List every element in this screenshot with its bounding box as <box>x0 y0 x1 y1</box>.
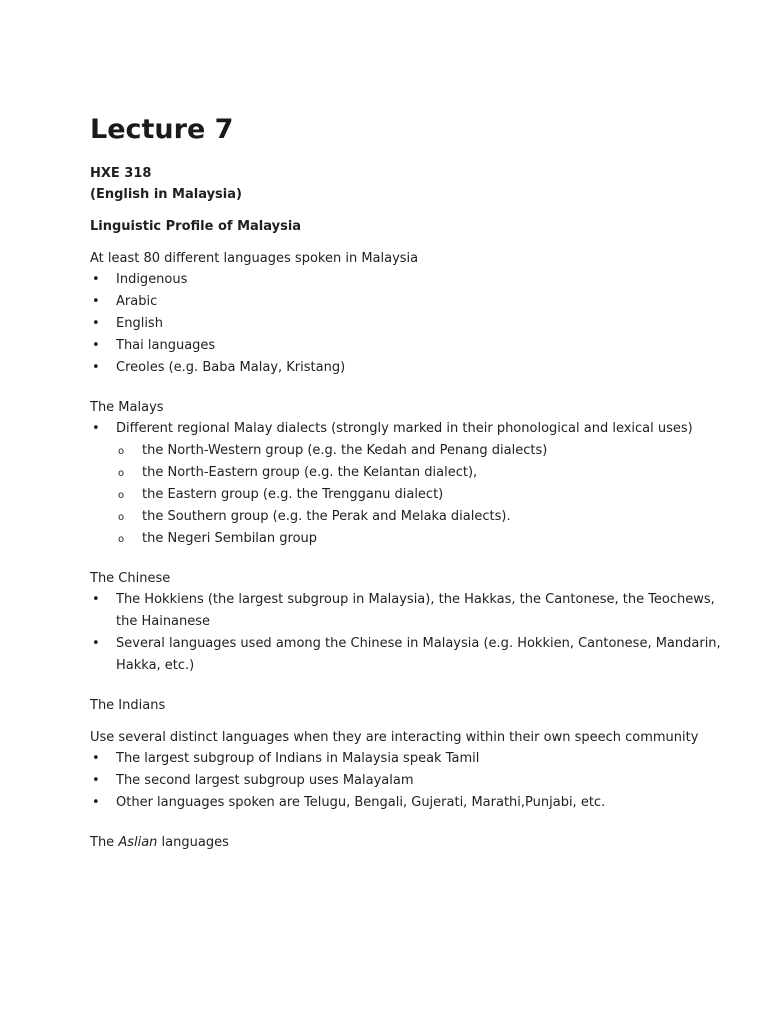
bullet-icon: • <box>92 773 100 788</box>
list-item: • Creoles (e.g. Baba Malay, Kristang) <box>90 357 730 379</box>
sub-list-item: o the North-Western group (e.g. the Kedah and Penang dialects) <box>90 440 730 462</box>
bullet-icon: • <box>92 294 100 309</box>
malays-list <box>90 418 730 440</box>
bullet-icon: • <box>92 795 100 810</box>
malay-dialect-groups <box>90 440 730 550</box>
bullet-icon: • <box>92 272 100 287</box>
circle-bullet-icon: o <box>118 446 125 457</box>
sub-list-item: o the Eastern group (e.g. the Trengganu dialect) <box>90 484 730 506</box>
list-item: • Other languages spoken are Telugu, Bengali, Gujerati, Marathi,Punjabi, etc. <box>90 792 730 814</box>
list-item: • Thai languages <box>90 335 730 357</box>
bullet-icon: • <box>92 316 100 331</box>
course-name: (English in Malaysia) <box>90 187 242 202</box>
bullet-icon: • <box>92 360 100 375</box>
list-item: • The second largest subgroup uses Malayalam <box>90 770 730 792</box>
sub-list-item: o the Southern group (e.g. the Perak and Melaka dialects). <box>90 506 730 528</box>
chinese-heading: The Chinese <box>90 571 171 586</box>
intro-paragraph: At least 80 different languages spoken in Malaysia <box>90 251 419 266</box>
list-item: • English <box>90 313 730 335</box>
list-item: • Indigenous <box>90 269 730 291</box>
circle-bullet-icon: o <box>118 534 125 545</box>
sub-list-item: o the Negeri Sembilan group <box>90 528 730 550</box>
indians-intro: Use several distinct languages when they are interacting within their own speech community <box>90 730 699 745</box>
section-heading: Linguistic Profile of Malaysia <box>90 219 302 234</box>
circle-bullet-icon: o <box>118 468 125 479</box>
circle-bullet-icon: o <box>118 490 125 501</box>
bullet-icon: • <box>92 421 100 436</box>
bullet-icon: • <box>92 592 100 607</box>
malays-heading: The Malays <box>90 400 164 415</box>
aslian-heading: The Aslian languages <box>90 835 229 850</box>
list-item: • Arabic <box>90 291 730 313</box>
indians-list <box>90 748 730 814</box>
list-item: • The largest subgroup of Indians in Malaysia speak Tamil <box>90 748 730 770</box>
chinese-list <box>90 589 730 677</box>
languages-list <box>90 269 730 379</box>
circle-bullet-icon: o <box>118 512 125 523</box>
bullet-icon: • <box>92 338 100 353</box>
bullet-icon: • <box>92 751 100 766</box>
document-page <box>90 112 730 853</box>
list-item: • The Hokkiens (the largest subgroup in Malaysia), the Hakkas, the Cantonese, the Teochews, the Hainanese <box>90 589 730 633</box>
bullet-icon: • <box>92 636 100 651</box>
sub-list-item: o the North-Eastern group (e.g. the Kelantan dialect), <box>90 462 730 484</box>
course-code: HXE 318 <box>90 166 152 181</box>
indians-heading: The Indians <box>90 698 166 713</box>
lecture-title: Lecture 7 <box>90 114 234 145</box>
list-item: • Several languages used among the Chinese in Malaysia (e.g. Hokkien, Cantonese, Mandarin, Hakka, etc.) <box>90 633 730 677</box>
list-item: • Different regional Malay dialects (strongly marked in their phonological and lexical uses) <box>90 418 730 440</box>
